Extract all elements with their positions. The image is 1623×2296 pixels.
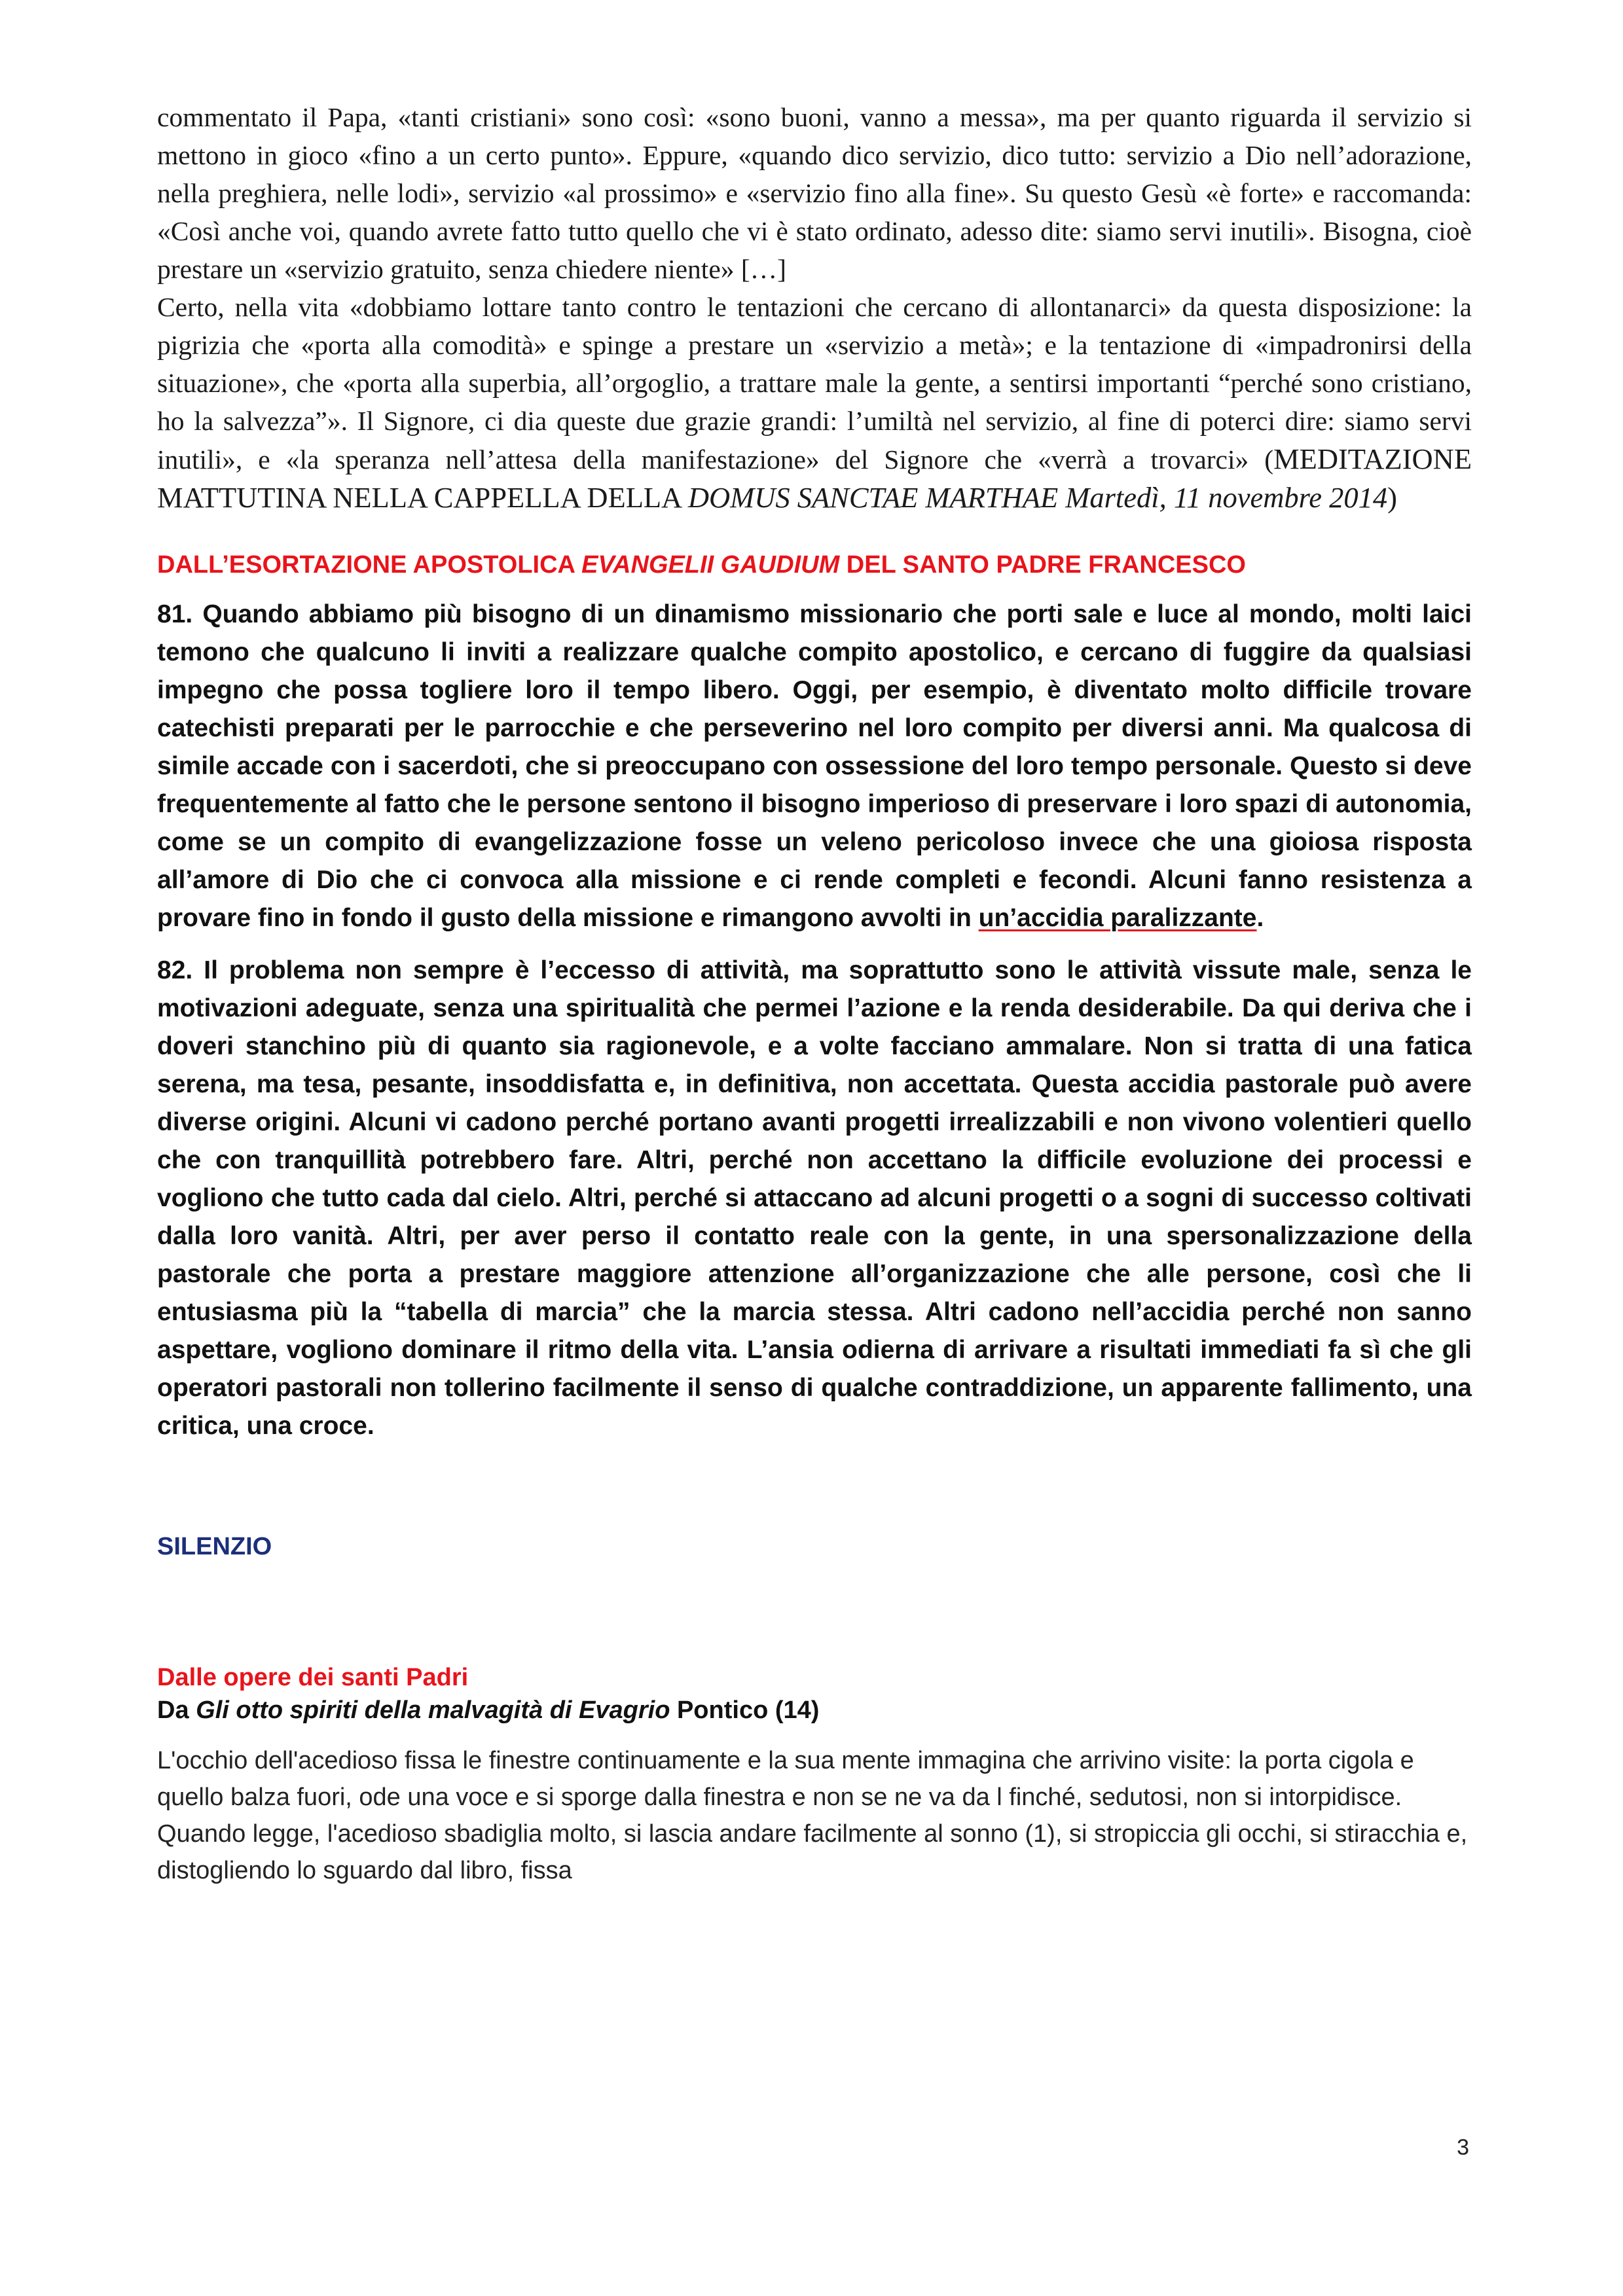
paragraph-81 bbox=[157, 596, 1472, 937]
silence-heading: SILENZIO bbox=[157, 1533, 272, 1560]
paragraph-82: 82. Il problema non sempre è l’eccesso di attività, ma soprattutto sono le attività vissute male, senza le motivazioni adeguate, senza una spiritualità che permei l’azione e la renda desiderabile. Da qui deriva che i doveri stanchino più di quanto sia ragionevole, e a volte facciano ammalare. Non si tratta di una fatica serena, ma tesa, pesante, insoddisfatta e, in definitiva, non accettata. Questa accidia pastorale può avere diverse origini. Alcuni vi cadono perché portano avanti progetti irrealizzabili e non vivono volentieri quello che con tranquillità potrebbero fare. Altri, perché non accettano la difficile evoluzione dei processi e vogliono che tutto cada dal cielo. Altri, perché si attaccano ad alcuni progetti o a sogni di successo coltivati dalla loro vanità. Altri, per aver perso il contatto reale con la gente, in una spersonalizzazione della pastorale che porta a prestare maggiore attenzione all’organizzazione che alle persone, così che li entusiasma più la “tabella di marcia” che la marcia stessa. Altri cadono nell’accidia perché non sanno aspettare, vogliono dominare il ritmo della vita. L’ansia odierna di arrivare a risultati immediati fa sì che gli operatori pastorali non tollerino facilmente il senso di qualche contraddizione, un apparente fallimento, una critica, una croce. bbox=[157, 956, 1472, 1440]
fathers-subtitle-pre: Da bbox=[157, 1696, 196, 1724]
paragraph-81-end: . bbox=[1256, 904, 1264, 932]
fathers-heading: Dalle opere dei santi Padri bbox=[157, 1664, 469, 1691]
paragraph-81-body: 81. Quando abbiamo più bisogno di un dinamismo missionario che porti sale e luce al mondo, molti laici temono che qualcuno li inviti a realizzare qualche compito apostolico, e cercano di fuggire da qualsiasi impegno che possa togliere loro il tempo libero. Oggi, per esempio, è diventato molto difficile trovare catechisti preparati per le parrocchie e che perseverino nel loro compito per diversi anni. Ma qualcosa di simile accade con i sacerdoti, che si preoccupano con ossessione del loro tempo personale. Questo si deve frequentemente al fatto che le persone sentono il bisogno imperioso di preservare i loro spazi di autonomia, come se un compito di evangelizzazione fosse un veleno pericoloso invece che una gioiosa risposta all’amore di Dio che ci convoca alla missione e ci rende completi e fecondi. Alcuni fanno resistenza a provare fino in fondo il gusto della missione e rimangono avvolti in bbox=[157, 600, 1472, 932]
paragraph-81-underlined: un’accidia paralizzante bbox=[978, 904, 1257, 932]
meditation-text bbox=[157, 98, 1472, 517]
page-number: 3 bbox=[1457, 2135, 1469, 2160]
meditation-source-italic: DOMUS SANCTAE MARTHAE Martedì, 11 novembre 2014 bbox=[687, 481, 1388, 514]
meditation-paragraph-2 bbox=[157, 288, 1472, 517]
meditation-paragraph-2-body: Certo, nella vita «dobbiamo lottare tanto contro le tentazioni che cercano di allontanarci» da questa disposizione: la pigrizia che «porta alla comodità» e spinge a prestare un «servizio a metà»; e la tentazione di «impadronirsi della situazione», che «porta alla superbia, all’orgoglio, a trattare male la gente, a sentirsi importanti “perché sono cristiano, ho la salvezza”». Il Signore, ci dia queste due grazie grandi: l’umiltà nel servizio, al fine di poterci dire: siamo servi inutili», e «la speranza nell’attesa della manifestazione» del Signore che «verrà a trovarci» ( bbox=[157, 292, 1472, 475]
exhortation-heading bbox=[157, 548, 1472, 581]
meditation-source-close: ) bbox=[1387, 481, 1397, 514]
fathers-body: L'occhio dell'acedioso fissa le finestre continuamente e la sua mente immagina che arrivino visite: la porta cigola e quello balza fuori, ode una voce e si sporge dalla finestra e non se ne va da l finché, sedutosi, non si intorpidisce. Quando legge, l'acedioso sbadiglia molto, si lascia andare facilmente al sonno (1), si stropiccia gli occhi, si stiracchia e, distogliendo lo sguardo dal libro, fissa bbox=[157, 1747, 1468, 1884]
fathers-subtitle bbox=[157, 1694, 1472, 1727]
fathers-subtitle-italic: Gli otto spiriti della malvagità di Evagrio bbox=[196, 1696, 670, 1724]
meditation-paragraph-1: commentato il Papa, «tanti cristiani» sono così: «sono buoni, vanno a messa», ma per quanto riguarda il servizio si mettono in gioco «fino a un certo punto». Eppure, «quando dico servizio, dico tutto: servizio a Dio nell’adorazione, nella preghiera, nelle lodi», servizio «al prossimo» e «servizio fino alla fine». Su questo Gesù «è forte» e raccomanda: «Così anche voi, quando avrete fatto tutto quello che vi è stato ordinato, adesso dite: siamo servi inutili». Bisogna, cioè prestare un «servizio gratuito, senza chiedere niente» […] bbox=[157, 102, 1472, 284]
document-page bbox=[157, 98, 1472, 1889]
exhortation-heading-italic: EVANGELII GAUDIUM bbox=[581, 551, 840, 579]
fathers-subtitle-post: Pontico (14) bbox=[670, 1696, 820, 1724]
exhortation-heading-pre: DALL’ESORTAZIONE APOSTOLICA bbox=[157, 551, 582, 579]
exhortation-heading-post: DEL SANTO PADRE FRANCESCO bbox=[839, 551, 1246, 579]
meditation-source: MEDITAZIONE MATTUTINA NELLA CAPPELLA DELLA bbox=[157, 442, 1472, 514]
